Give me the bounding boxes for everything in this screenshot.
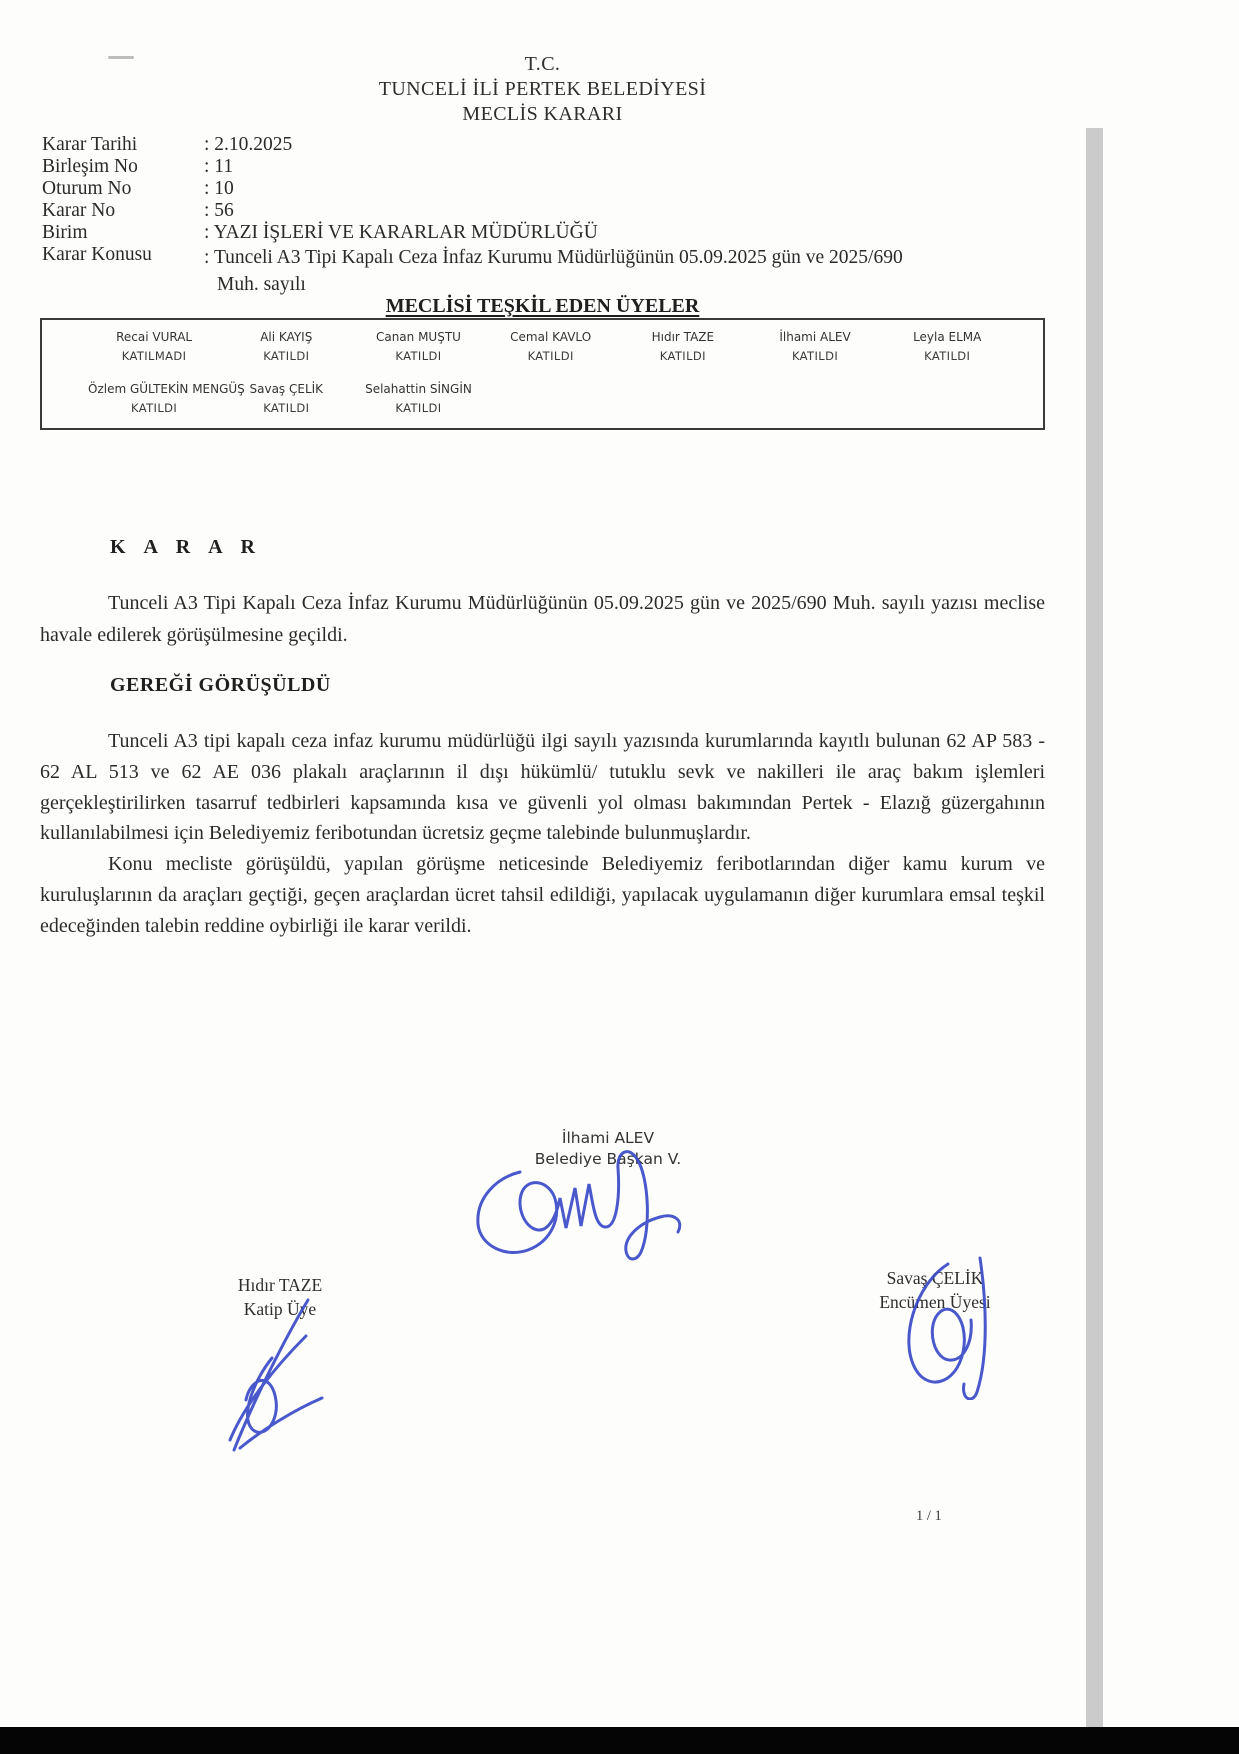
member-cell [485, 330, 617, 364]
meta-row-birlesim-no [42, 156, 1052, 178]
meta-row-birim [42, 222, 1052, 244]
decision-heading: K A R A R [110, 536, 262, 558]
meta-label: Oturum No [42, 178, 132, 199]
member-name: Ali KAYIŞ [260, 330, 313, 344]
member-cell [617, 330, 749, 364]
decision-body [40, 726, 1045, 942]
member-cell [881, 330, 1013, 364]
meta-row-oturum-no [42, 178, 1052, 200]
member-status: KATILDI [131, 401, 178, 415]
geregi-heading: GEREĞİ GÖRÜŞÜLDÜ [110, 674, 331, 696]
meta-label: Karar Tarihi [42, 134, 138, 155]
header-tc: T.C. [524, 53, 561, 75]
signatory-name: Hıdır TAZE [237, 1275, 323, 1295]
member-status: KATILDI [263, 349, 310, 363]
meta-label: Birleşim No [42, 156, 138, 177]
meta-label: Karar Konusu [42, 244, 152, 265]
signatory-name: İlhami ALEV [561, 1129, 655, 1147]
decision-metadata [42, 134, 1052, 298]
member-name: İlhami ALEV [779, 330, 851, 344]
member-cell [352, 330, 484, 364]
signature-block-clerk [180, 1273, 380, 1321]
document-header [0, 52, 1085, 127]
member-name: Canan MUŞTU [375, 330, 461, 344]
signature-block-committee-member [835, 1266, 1035, 1314]
member-cell [220, 382, 352, 416]
meta-label: Karar No [42, 200, 116, 221]
meta-label: Birim [42, 222, 88, 243]
meta-value: : YAZI İŞLERİ VE KARARLAR MÜDÜRLÜĞÜ [204, 222, 598, 243]
member-status: KATILDI [924, 349, 971, 363]
page-number: 1 / 1 [916, 1508, 942, 1524]
scan-artifact-right-strip [1086, 128, 1103, 1727]
member-cell [88, 330, 220, 364]
body-paragraph-2: Konu mecliste görüşüldü, yapılan görüşme neticesinde Belediyemiz feribotlarından diğer kamu kurum ve kuruluşlarının da araçları geçtiği, geçen araçlardan ücret tahsil edildiği, yapılacak uygulamanın diğer kurumlara emsal teşkil edeceğinden talebin reddine oybirliği ile karar verildi. [40, 853, 1045, 937]
meta-value: : 56 [204, 200, 234, 221]
signatory-title: Encümen Üyesi [879, 1292, 991, 1312]
member-name: Recai VURAL [116, 330, 193, 344]
members-table [40, 318, 1045, 430]
member-name: Leyla ELMA [913, 330, 982, 344]
member-name: Hıdır TAZE [651, 330, 715, 344]
members-row-1 [88, 330, 1013, 364]
scan-artifact-bottom-bar [0, 1727, 1239, 1754]
member-cell [749, 330, 881, 364]
header-municipality: TUNCELİ İLİ PERTEK BELEDİYESİ [378, 78, 707, 100]
members-table-title: MECLİSİ TEŞKİL EDEN ÜYELER [385, 295, 700, 317]
member-status: KATILDI [395, 349, 442, 363]
meta-value: : 11 [204, 156, 234, 177]
decision-intro-paragraph: Tunceli A3 Tipi Kapalı Ceza İnfaz Kurumu Müdürlüğünün 05.09.2025 gün ve 2025/690 Muh. sayılı yazısı meclise havale edilerek görüşülmesine geçildi. [40, 592, 1045, 646]
karar-konusu-line2: Muh. sayılı [217, 274, 306, 295]
meta-row-karar-no [42, 200, 1052, 222]
signatory-name: Savaş ÇELİK [886, 1268, 984, 1288]
member-name: Selahattin SİNGİN [365, 382, 472, 396]
member-status: KATILDI [791, 349, 839, 363]
member-status: KATILDI [395, 401, 442, 415]
body-paragraph-1: Tunceli A3 tipi kapalı ceza infaz kurumu müdürlüğü ilgi sayılı yazısında kurumlarında kayıtlı bulunan 62 AP 583 - 62 AL 513 ve 62 AE 036 plakalı araçlarının il dışı hükümlü/ tutuklu sevk ve nakilleri ile araç bakım işlemleri gerçekleştirilirken tasarruf tedbirleri kapsamında kısa ve güvenli yol olması bakımından Pertek - Elazığ güzergahının kullanılabilmesi için Belediyemiz feribotundan ücretsiz geçme talebinde bulunmuşlardır. [40, 730, 1045, 845]
member-name: Cemal KAVLO [510, 330, 592, 344]
meta-row-karar-konusu [42, 244, 1052, 298]
member-cell [352, 382, 484, 416]
meta-value: : 10 [204, 178, 234, 199]
signatory-title: Katip Üye [243, 1299, 317, 1319]
signatory-title: Belediye Başkan V. [534, 1150, 682, 1168]
members-row-2 [88, 382, 1013, 416]
member-name: Savaş ÇELİK [249, 382, 324, 396]
meta-value: : 2.10.2025 [204, 134, 293, 155]
member-name: Özlem GÜLTEKİN MENGÜŞ [88, 382, 245, 396]
member-status: KATILMADI [121, 349, 187, 363]
karar-konusu-line1: : Tunceli A3 Tipi Kapalı Ceza İnfaz Kurumu Müdürlüğünün 05.09.2025 gün ve 2025/690 [204, 247, 903, 268]
member-status: KATILDI [659, 349, 706, 363]
member-status: KATILDI [263, 401, 310, 415]
member-cell [220, 330, 352, 364]
header-doc-type: MECLİS KARARI [462, 103, 623, 125]
member-status: KATILDI [527, 349, 574, 363]
member-cell [88, 382, 245, 416]
meta-row-karar-tarihi [42, 134, 1052, 156]
meta-value [204, 244, 1052, 298]
signature-block-mayor [478, 1128, 738, 1170]
